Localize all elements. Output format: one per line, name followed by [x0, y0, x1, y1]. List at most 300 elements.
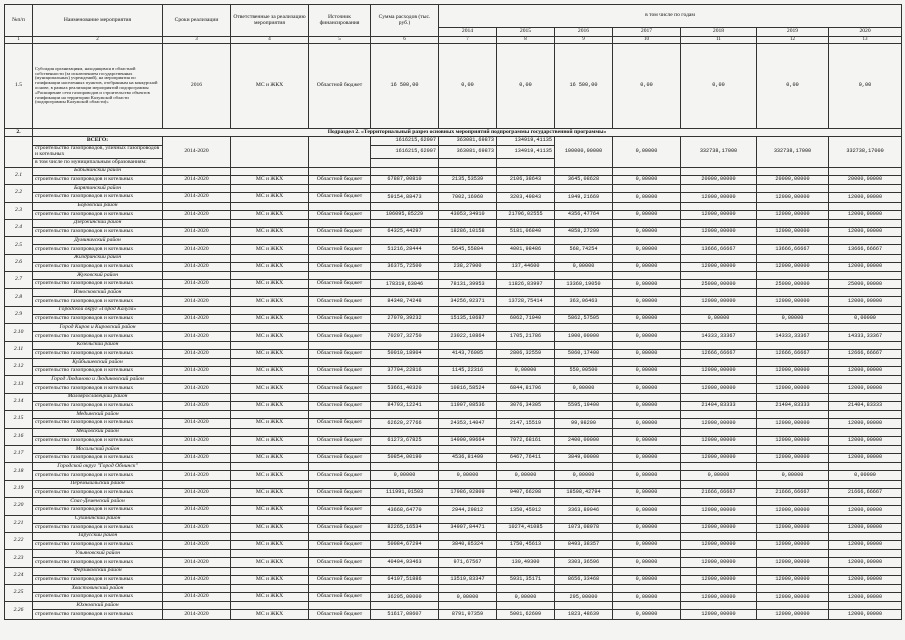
cell-period: 2014-2020: [163, 210, 231, 219]
empty-cell: [371, 359, 439, 367]
cell-y2019: 12000,00000: [757, 262, 829, 271]
empty-cell: [371, 254, 439, 262]
cell-period: 2014-2020: [163, 419, 231, 428]
empty-cell: [439, 585, 497, 593]
cell-y2019: 0,00000: [757, 471, 829, 480]
empty-cell: [439, 185, 497, 193]
cell-y2015: 1705,21786: [497, 332, 555, 341]
cell-y2017: 0,00000: [613, 349, 681, 358]
empty-cell: [829, 341, 902, 349]
cell-period: 2014-2020: [163, 453, 231, 462]
cell-total: 53661,40320: [371, 384, 439, 393]
table-row: [5, 593, 902, 602]
empty-cell: [163, 376, 231, 384]
cell-y2014: 15135,10687: [439, 314, 497, 323]
cell-src: Областной бюджет: [309, 314, 371, 323]
cell-district: Жиздринский район: [33, 254, 163, 262]
cell-src: Областной бюджет: [309, 471, 371, 480]
cell-y2017: 0,00000: [613, 593, 681, 602]
cell-y2018: 12000,00000: [681, 610, 757, 619]
empty-cell: [613, 289, 681, 297]
cell-name: строительство газопроводов и котельных: [33, 367, 163, 376]
cell-resp: МС и ЖКХ: [231, 349, 309, 358]
cell-name: строительство газопроводов и котельных: [33, 245, 163, 254]
table-row: [5, 175, 902, 184]
header-year: 2014: [439, 28, 497, 37]
cell-no: 2.19: [5, 480, 33, 497]
cell-y2017: 0,00000: [613, 523, 681, 532]
empty-cell: [681, 550, 757, 558]
cell-no: 2.2: [5, 185, 33, 202]
empty-cell: [439, 202, 497, 210]
empty-cell: [681, 567, 757, 575]
header-year: 2020: [829, 28, 902, 37]
district-row: [5, 498, 902, 506]
cell-resp: МС и ЖКХ: [231, 262, 309, 271]
empty-cell: [439, 411, 497, 419]
cell-resp: МС и ЖКХ: [231, 436, 309, 445]
empty-cell: [555, 359, 613, 367]
total-y2014-b: 363081,69873: [439, 146, 497, 159]
cell-y2014: 24353,14047: [439, 419, 497, 428]
cell-period: 2014-2020: [163, 349, 231, 358]
cell-total: 106095,85229: [371, 210, 439, 219]
district-row: [5, 393, 902, 401]
empty-cell: [555, 324, 613, 332]
cell-name: строительство газопроводов и котельных: [33, 593, 163, 602]
empty-cell: [681, 237, 757, 245]
cell-src: Областной бюджет: [309, 401, 371, 410]
cell-period: 2014-2020: [163, 523, 231, 532]
table-row: [5, 436, 902, 445]
cell-period: 2014-2020: [163, 384, 231, 393]
cell-total: 50010,18904: [371, 349, 439, 358]
empty-cell: [555, 289, 613, 297]
cell-y2016: 1823,48639: [555, 610, 613, 619]
cell-y2019: 12000,00000: [757, 419, 829, 428]
empty-cell: [613, 185, 681, 193]
empty-cell: [371, 515, 439, 523]
cell-y2019: 0,00000: [757, 314, 829, 323]
empty-cell: [829, 428, 902, 436]
empty-cell: [371, 445, 439, 453]
empty-cell: [439, 393, 497, 401]
empty-cell: [555, 254, 613, 262]
cell-y2020: 21666,66667: [829, 488, 902, 497]
cell-y2016: 18598,42794: [555, 488, 613, 497]
empty-cell: [613, 219, 681, 227]
cell-y2017: 0,00000: [613, 175, 681, 184]
empty-cell: [439, 167, 497, 175]
cell-y2020: 12000,00000: [829, 506, 902, 515]
empty-cell: [757, 515, 829, 523]
empty-cell: [681, 376, 757, 384]
empty-cell: [371, 237, 439, 245]
cell-y2018: 12000,00000: [681, 367, 757, 376]
cell-y2020: 20000,00000: [829, 175, 902, 184]
cell-resp: МС и ЖКХ: [231, 593, 309, 602]
cell-y2014: 0,00000: [439, 593, 497, 602]
empty-cell: [163, 463, 231, 471]
table-row: [5, 506, 902, 515]
cell-resp: МС и ЖКХ: [231, 401, 309, 410]
cell-name: строительство газопроводов и котельных: [33, 280, 163, 289]
cell-resp: МС и ЖКХ: [231, 540, 309, 549]
empty-cell: [497, 463, 555, 471]
cell-no: 2.16: [5, 428, 33, 445]
empty-cell: [757, 445, 829, 453]
empty-cell: [829, 359, 902, 367]
cell-src: Областной бюджет: [309, 523, 371, 532]
header-year: 2018: [681, 28, 757, 37]
cell-y2020: 0,00000: [829, 314, 902, 323]
cell-resp: МС и ЖКХ: [231, 453, 309, 462]
cell-y2019: 12000,00000: [757, 297, 829, 306]
cell-y2020: 12000,00000: [829, 453, 902, 462]
empty-cell: [371, 411, 439, 419]
empty-cell: [757, 185, 829, 193]
empty-cell: [613, 585, 681, 593]
cell-y2017: 0,00000: [613, 419, 681, 428]
empty-cell: [439, 567, 497, 575]
cell-resp: МС и ЖКХ: [231, 558, 309, 567]
empty-cell: [555, 480, 613, 488]
empty-cell: [497, 411, 555, 419]
cell-y2018: 12000,00000: [681, 262, 757, 271]
cell-y2019: 12000,00000: [757, 610, 829, 619]
cell-name: строительство газопроводов и котельных: [33, 540, 163, 549]
cell-no: 2.8: [5, 289, 33, 306]
empty-cell: [829, 602, 902, 610]
empty-cell: [681, 202, 757, 210]
empty-cell: [231, 185, 309, 193]
cell-name: строительство газопроводов и котельных: [33, 523, 163, 532]
cell-y2017: 0,00000: [613, 262, 681, 271]
empty-cell: [613, 550, 681, 558]
cell-y2016: 0,00000: [555, 384, 613, 393]
empty-cell: [613, 167, 681, 175]
empty-cell: [613, 359, 681, 367]
empty-cell: [309, 324, 371, 332]
empty-cell: [757, 498, 829, 506]
cell-y2016: 0,00000: [555, 262, 613, 271]
empty-cell: [231, 480, 309, 488]
cell-name: строительство газопроводов и котельных: [33, 332, 163, 341]
cell-no: 2.10: [5, 324, 33, 341]
cell-y2019: 12000,00000: [757, 384, 829, 393]
cell-y2018: 12000,00000: [681, 384, 757, 393]
empty-cell: [231, 515, 309, 523]
empty-cell: [497, 202, 555, 210]
empty-cell: [439, 237, 497, 245]
cell-resp: МС и ЖКХ: [231, 488, 309, 497]
empty-cell: [309, 428, 371, 436]
empty-cell: [371, 219, 439, 227]
empty-cell: [555, 428, 613, 436]
empty-cell: [829, 515, 902, 523]
empty-cell: [231, 167, 309, 175]
total-no-empty: [5, 137, 33, 168]
empty-cell: [829, 167, 902, 175]
cell-y2020: 12000,00000: [829, 540, 902, 549]
cell-name: строительство газопроводов и котельных: [33, 419, 163, 428]
cell-period: 2016: [163, 44, 231, 129]
cell-y2014: 23022,10864: [439, 332, 497, 341]
header-index-row: [5, 37, 902, 44]
cell-total: 61273,67825: [371, 436, 439, 445]
cell-y2019: 12000,00000: [757, 453, 829, 462]
empty-cell: [497, 480, 555, 488]
cell-y2016: 5060,17400: [555, 349, 613, 358]
empty-cell: [757, 341, 829, 349]
cell-district: Город Людиново и Людиновский район: [33, 376, 163, 384]
cell-y2018: 12000,00000: [681, 558, 757, 567]
empty-cell: [231, 376, 309, 384]
empty-cell: [497, 602, 555, 610]
total-y2018: 332738,17000: [681, 137, 757, 168]
empty-cell: [309, 272, 371, 280]
cell-district: Медынский район: [33, 411, 163, 419]
cell-y2020: 12000,00000: [829, 367, 902, 376]
cell-total: 0,00000: [371, 471, 439, 480]
empty-cell: [555, 306, 613, 314]
table-row: [5, 193, 902, 202]
cell-total: 50084,67294: [371, 540, 439, 549]
empty-cell: [555, 411, 613, 419]
cell-period: 2014-2020: [163, 610, 231, 619]
cell-src: Областной бюджет: [309, 175, 371, 184]
empty-cell: [555, 498, 613, 506]
cell-y2016: 4356,47764: [555, 210, 613, 219]
cell-resp: МС и ЖКХ: [231, 471, 309, 480]
empty-cell: [613, 445, 681, 453]
cell-y2015: 2106,38643: [497, 175, 555, 184]
empty-cell: [681, 341, 757, 349]
cell-period: 2014-2020: [163, 245, 231, 254]
cell-district: Ферзиковский район: [33, 567, 163, 575]
empty-cell: [681, 602, 757, 610]
cell-y2014: 34907,84471: [439, 523, 497, 532]
district-row: [5, 167, 902, 175]
cell-total: 36295,00000: [371, 593, 439, 602]
cell-src: Областной бюджет: [309, 419, 371, 428]
cell-y2020: 13666,66667: [829, 245, 902, 254]
empty-cell: [757, 376, 829, 384]
cell-y2020: 12000,00000: [829, 558, 902, 567]
cell-no: 1.5: [5, 44, 33, 129]
cell-y2015: 11826,83997: [497, 280, 555, 289]
cell-y2015: 21796,02555: [497, 210, 555, 219]
empty-cell: [309, 254, 371, 262]
district-row: [5, 185, 902, 193]
cell-period: 2014-2020: [163, 227, 231, 236]
cell-y2016: 1073,08978: [555, 523, 613, 532]
empty-cell: [439, 324, 497, 332]
empty-cell: [163, 237, 231, 245]
cell-name: строительство газопроводов и котельных: [33, 262, 163, 271]
total-name: строительство газопроводов, уличных газопроводов и котельных: [33, 146, 163, 159]
header-index: 1: [5, 37, 33, 44]
empty-cell: [371, 289, 439, 297]
cell-y2017: 0,00000: [613, 471, 681, 480]
empty-cell: [757, 585, 829, 593]
header-year: 2015: [497, 28, 555, 37]
cell-name: строительство газопроводов и котельных: [33, 453, 163, 462]
empty-cell: [555, 272, 613, 280]
district-row: [5, 306, 902, 314]
cell-y2014: 11907,08536: [439, 401, 497, 410]
empty-cell: [497, 324, 555, 332]
cell-y2018: 25000,00000: [681, 280, 757, 289]
table-row: [5, 471, 902, 480]
total-row-label: [5, 137, 902, 146]
cell-total: 59154,88473: [371, 193, 439, 202]
cell-district: Город Киров и Кировский район: [33, 324, 163, 332]
header-year: 2016: [555, 28, 613, 37]
empty-cell: [829, 550, 902, 558]
empty-cell: [555, 445, 613, 453]
header-index: 12: [757, 37, 829, 44]
cell-y2018: 12000,00000: [681, 419, 757, 428]
cell-y2014: 0,00000: [439, 471, 497, 480]
cell-y2019: 12000,00000: [757, 593, 829, 602]
empty-cell: [829, 254, 902, 262]
empty-cell: [757, 463, 829, 471]
cell-name: Субсидия организациям, находящимся в областной собственности (за исключением государственных (муниципальных) учреждений), на мероприятия по газификации населенных пунктов, отобранным на конкурсной основе, в рамках реализации мероприятий подпрограммы «Расширение сети газопроводов и строительство объектов газификации на территории Калужской области (подпрограммы Калужской области)»: [33, 44, 163, 129]
cell-y2015: 137,44600: [497, 262, 555, 271]
cell-y2020: 0,00000: [829, 471, 902, 480]
cell-resp: МС и ЖКХ: [231, 280, 309, 289]
header-total: Сумма расходов (тыс. руб.): [371, 5, 439, 37]
empty-cell: [681, 289, 757, 297]
cell-y2018: 12000,00000: [681, 523, 757, 532]
header-index: 8: [497, 37, 555, 44]
section-no: 2.: [5, 129, 33, 137]
empty-cell: [309, 411, 371, 419]
empty-cell: [309, 306, 371, 314]
empty-cell: [309, 237, 371, 245]
empty-cell: [371, 306, 439, 314]
empty-cell: [439, 602, 497, 610]
header-no: №п/п: [5, 5, 33, 37]
empty-cell: [163, 515, 231, 523]
cell-y2020: 12000,00000: [829, 593, 902, 602]
cell-y2020: 12000,00000: [829, 436, 902, 445]
cell-src: Областной бюджет: [309, 506, 371, 515]
empty-cell: [681, 515, 757, 523]
empty-cell: [497, 289, 555, 297]
cell-y2014: 1145,22316: [439, 367, 497, 376]
cell-y2015: 5001,62609: [497, 610, 555, 619]
district-row: [5, 254, 902, 262]
cell-y2015: 7972,68161: [497, 436, 555, 445]
empty-cell: [681, 498, 757, 506]
cell-y2018: 0,00: [681, 44, 757, 129]
empty-cell: [555, 602, 613, 610]
total-src-empty: [309, 137, 371, 168]
cell-y2020: 12000,00000: [829, 419, 902, 428]
empty-cell: [829, 289, 902, 297]
cell-y2017: 0,00000: [613, 488, 681, 497]
empty-cell: [497, 498, 555, 506]
cell-district: Тарусский район: [33, 532, 163, 540]
cell-total: 51216,28444: [371, 245, 439, 254]
cell-total: 84348,74248: [371, 297, 439, 306]
cell-y2017: 0,00000: [613, 297, 681, 306]
district-row: [5, 602, 902, 610]
empty-cell: [309, 289, 371, 297]
empty-cell: [439, 272, 497, 280]
cell-y2015: 3076,34305: [497, 401, 555, 410]
cell-no: 2.26: [5, 602, 33, 619]
empty-cell: [829, 532, 902, 540]
empty-cell: [829, 237, 902, 245]
cell-total: 51617,08607: [371, 610, 439, 619]
district-row: [5, 341, 902, 349]
cell-y2018: 13666,66667: [681, 245, 757, 254]
cell-y2018: 12000,00000: [681, 436, 757, 445]
cell-period: 2014-2020: [163, 471, 231, 480]
cell-total: 82265,16534: [371, 523, 439, 532]
cell-y2016: 8656,33468: [555, 575, 613, 584]
empty-cell: [555, 463, 613, 471]
cell-district: Сухиничский район: [33, 515, 163, 523]
cell-y2018: 12000,00000: [681, 227, 757, 236]
cell-resp: МС и ЖКХ: [231, 193, 309, 202]
empty-cell: [309, 393, 371, 401]
cell-total: 40404,93463: [371, 558, 439, 567]
empty-cell: [439, 445, 497, 453]
district-row: [5, 567, 902, 575]
cell-src: Областной бюджет: [309, 349, 371, 358]
cell-name: строительство газопроводов и котельных: [33, 471, 163, 480]
header-index: 6: [371, 37, 439, 44]
cell-src: Областной бюджет: [309, 610, 371, 619]
empty-cell: [163, 428, 231, 436]
cell-y2017: 0,00: [613, 44, 681, 129]
cell-y2020: 25000,00000: [829, 280, 902, 289]
empty-cell: [613, 341, 681, 349]
empty-cell: [613, 602, 681, 610]
cell-src: Областной бюджет: [309, 453, 371, 462]
header-name: Наименование мероприятия: [33, 5, 163, 37]
empty-cell: [309, 532, 371, 540]
empty-cell: [497, 445, 555, 453]
empty-cell: [231, 463, 309, 471]
cell-y2019: 21666,66667: [757, 488, 829, 497]
empty-cell: [829, 219, 902, 227]
district-row: [5, 480, 902, 488]
header-index: 5: [309, 37, 371, 44]
empty-cell: [555, 393, 613, 401]
table-row: [5, 558, 902, 567]
empty-cell: [757, 359, 829, 367]
district-row: [5, 463, 902, 471]
cell-src: Областной бюджет: [309, 367, 371, 376]
cell-period: 2014-2020: [163, 175, 231, 184]
cell-district: Мещовский район: [33, 428, 163, 436]
table-row: [5, 297, 902, 306]
empty-cell: [163, 202, 231, 210]
total-sum-b: 1616215,62007: [371, 146, 439, 159]
empty-cell: [439, 341, 497, 349]
empty-cell: [309, 550, 371, 558]
cell-y2017: 0,00000: [613, 558, 681, 567]
cell-y2019: 12000,00000: [757, 523, 829, 532]
cell-district: Хвастовичский район: [33, 585, 163, 593]
cell-y2015: 13728,75414: [497, 297, 555, 306]
cell-name: строительство газопроводов и котельных: [33, 401, 163, 410]
